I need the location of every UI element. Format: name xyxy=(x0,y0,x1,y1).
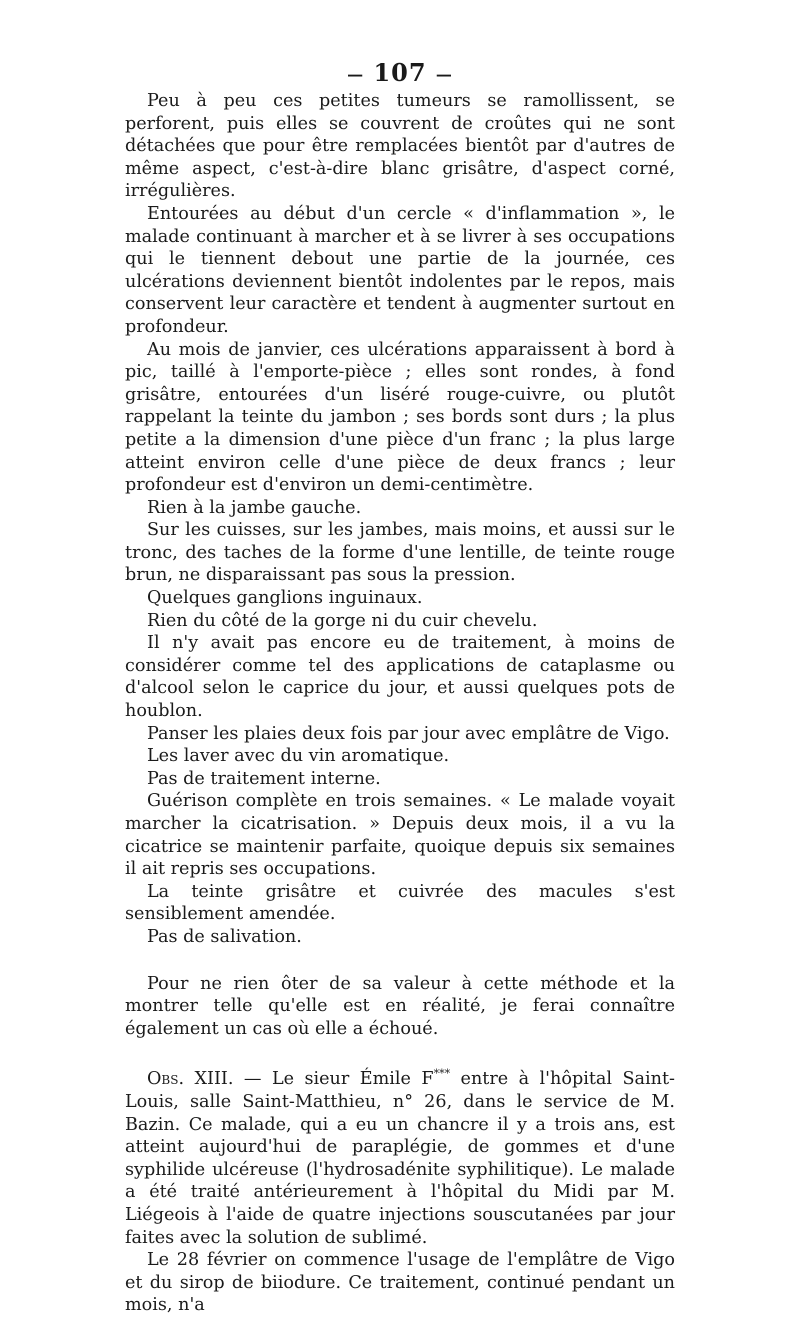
paragraph: Pas de salivation. xyxy=(147,926,302,947)
body-text xyxy=(125,90,675,1317)
paragraph: La teinte grisâtre et cuivrée des macules s'est sensiblement amendée. xyxy=(125,881,675,925)
page-number-value: 107 xyxy=(373,58,427,87)
paragraph: Il n'y avait pas encore eu de traitement, à moins de considérer comme tel des applications de cataplasme ou d'alcool selon le caprice du jour, et aussi quelques pots de houblon. xyxy=(125,633,675,722)
observation-body: entre à l'hôpital Saint-Louis, salle Saint-Matthieu, n° 26, dans le service de M. Bazin. Ce malade, qui a eu un chancre il y a trois ans, est atteint aujourd'hui de paraplégie, de gommes et d'une syphilide ulcéreuse (l'hydrosadénite syphilitique). Le malade a été traité antérieurement à l'hôpital du Midi par M. Liégeois à l'aide de quatre injections souscutanées par jour faites avec la solution de sublimé. xyxy=(125,1069,675,1248)
paragraph: Entourées au début d'un cercle « d'inflammation », le malade continuant à marcher et à se livrer à ses occupations qui le tiennent debout une partie de la journée, ces ulcérations deviennent bientôt indolentes par le repos, mais conservent leur caractère et tendent à augmenter surtout en profondeur. xyxy=(125,203,675,337)
paragraph: Rien à la jambe gauche. xyxy=(147,497,362,518)
paragraph: Peu à peu ces petites tumeurs se ramollissent, se perforent, puis elles se couvrent de croûtes qui ne sont détachées que pour être remplacées bientôt par d'autres de même aspect, c'est-à-dire blanc grisâtre, d'aspect corné, irrégulières. xyxy=(125,91,675,202)
name-stars: *** xyxy=(433,1067,451,1081)
observation-label: Obs. XIII. xyxy=(147,1069,234,1090)
paragraph: Pas de traitement interne. xyxy=(147,768,381,789)
paragraph: Guérison complète en trois semaines. « Le malade voyait marcher la cicatrisation. » Depuis deux mois, il a vu la cicatrice se maintenir parfaite, quoique depuis six semaines il ait repris ses occupations. xyxy=(125,791,675,880)
folio-dash-left: — xyxy=(347,65,365,84)
paragraph: Quelques ganglions inguinaux. xyxy=(147,588,423,609)
section-gap xyxy=(125,1040,675,1068)
paragraph: Sur les cuisses, sur les jambes, mais moins, et aussi sur le tronc, des taches de la forme d'une lentille, de teinte rouge brun, ne disparaissant pas sous la pression. xyxy=(125,520,675,586)
paragraph-transition: Pour ne rien ôter de sa valeur à cette méthode et la montrer telle qu'elle est en réalité, je ferai connaître également un cas où elle a échoué. xyxy=(125,973,675,1039)
paragraph: Panser les plaies deux fois par jour avec emplâtre de Vigo. xyxy=(147,723,670,744)
observation-intro: — Le sieur Émile F xyxy=(233,1069,434,1090)
page-number xyxy=(0,58,800,87)
paragraph: Au mois de janvier, ces ulcérations apparaissent à bord à pic, taillé à l'emporte-pièce ; elles sont rondes, à fond grisâtre, entourées d'un liséré rouge-cuivre, ou plutôt rappelant la teinte du jambon ; ses bords sont durs ; la plus petite a la dimension d'une pièce d'un franc ; la plus large atteint environ celle d'une pièce de deux francs ; leur profondeur est d'environ un demi-centimètre. xyxy=(125,339,675,496)
paragraph: Les laver avec du vin aromatique. xyxy=(147,746,450,767)
observation-paragraph xyxy=(125,1068,675,1249)
section-gap xyxy=(125,949,675,973)
folio-dash-right: — xyxy=(435,65,453,84)
paragraph: Le 28 février on commence l'usage de l'emplâtre de Vigo et du sirop de biiodure. Ce traitement, continué pendant un mois, n'a xyxy=(125,1250,675,1316)
paragraph: Rien du côté de la gorge ni du cuir chevelu. xyxy=(147,610,538,631)
